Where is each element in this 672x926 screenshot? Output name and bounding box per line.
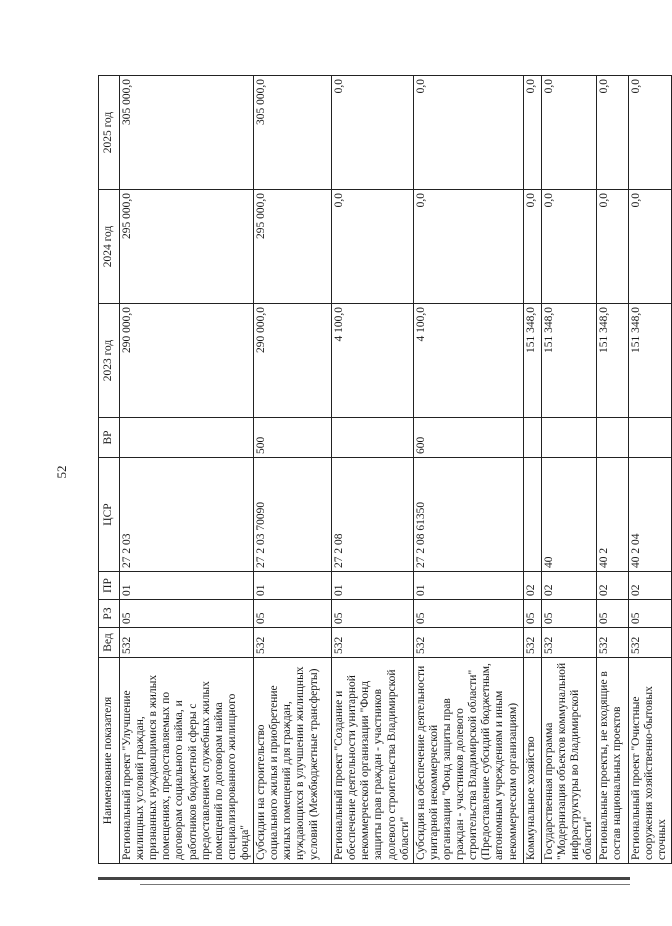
row-2024: 295 000,0 — [120, 190, 254, 304]
row-pr: 01 — [413, 572, 523, 600]
row-rz: 05 — [597, 600, 629, 628]
table-row — [523, 76, 541, 864]
row-ved: 532 — [629, 628, 671, 658]
budget-table — [98, 75, 672, 864]
row-2025: 0,0 — [413, 76, 523, 190]
row-2024: 0,0 — [332, 190, 414, 304]
rotated-page-content — [98, 76, 669, 864]
scan-edge-line-thin — [140, 884, 630, 885]
row-name: Региональный проект "Очистные сооружения хозяйственно-бытовых сточных — [629, 658, 671, 864]
table-header-row — [99, 76, 120, 864]
row-name: Региональный проект "Улучшение жилищных условий граждан, признанных нуждающимися в жилых помещениях, предоставляемых по договорам социального найма, и работников бюджетной сферы с предоставлением служебных жилых помещений по договорам найма специализированного жилищного фонда" — [120, 658, 254, 864]
header-2024: 2024 год — [99, 190, 120, 304]
row-2023: 290 000,0 — [254, 304, 332, 418]
row-ved: 532 — [332, 628, 414, 658]
row-csr: 27 2 08 61350 — [413, 458, 523, 572]
row-ved: 532 — [597, 628, 629, 658]
row-2023: 151 348,0 — [523, 304, 541, 418]
row-name: Коммунальное хозяйство — [523, 658, 541, 864]
row-pr: 02 — [523, 572, 541, 600]
row-rz: 05 — [523, 600, 541, 628]
page-number: 52 — [54, 465, 69, 479]
row-rz: 05 — [120, 600, 254, 628]
row-ved: 532 — [523, 628, 541, 658]
row-csr: 27 2 08 — [332, 458, 414, 572]
row-vr — [541, 418, 596, 458]
row-2023: 290 000,0 — [120, 304, 254, 418]
row-2024: 0,0 — [597, 190, 629, 304]
row-2025: 0,0 — [523, 76, 541, 190]
row-2025: 0,0 — [597, 76, 629, 190]
row-rz: 05 — [254, 600, 332, 628]
row-2025: 305 000,0 — [120, 76, 254, 190]
row-ved: 532 — [254, 628, 332, 658]
row-pr: 01 — [254, 572, 332, 600]
row-vr: 600 — [413, 418, 523, 458]
row-2023: 151 348,0 — [541, 304, 596, 418]
row-name: Региональные проекты, не входящие в состав национальных проектов — [597, 658, 629, 864]
row-2025: 0,0 — [541, 76, 596, 190]
row-2023: 4 100,0 — [332, 304, 414, 418]
row-pr: 02 — [541, 572, 596, 600]
row-csr — [523, 458, 541, 572]
row-2023: 4 100,0 — [413, 304, 523, 418]
row-2024: 0,0 — [629, 190, 671, 304]
table-row — [332, 76, 414, 864]
table-row — [629, 76, 671, 864]
header-csr: ЦСР — [99, 458, 120, 572]
row-2023: 151 348,0 — [597, 304, 629, 418]
table-row — [254, 76, 332, 864]
row-2024: 0,0 — [413, 190, 523, 304]
table-row — [541, 76, 596, 864]
row-rz: 05 — [541, 600, 596, 628]
row-pr: 01 — [120, 572, 254, 600]
row-2024: 295 000,0 — [254, 190, 332, 304]
header-2025: 2025 год — [99, 76, 120, 190]
row-name: Региональный проект "Создание и обеспечение деятельности унитарной некоммерческой организации "Фонд защиты прав граждан - участников долевого строительства Владимирской области" — [332, 658, 414, 864]
table-row — [597, 76, 629, 864]
header-vr: ВР — [99, 418, 120, 458]
header-ved: Вед — [99, 628, 120, 658]
row-vr — [332, 418, 414, 458]
row-2025: 0,0 — [332, 76, 414, 190]
row-csr: 27 2 03 70090 — [254, 458, 332, 572]
row-vr — [120, 418, 254, 458]
row-2025: 305 000,0 — [254, 76, 332, 190]
row-csr: 40 — [541, 458, 596, 572]
header-rz: РЗ — [99, 600, 120, 628]
row-ved: 532 — [120, 628, 254, 658]
row-rz: 05 — [413, 600, 523, 628]
row-2025: 0,0 — [629, 76, 671, 190]
row-pr: 01 — [332, 572, 414, 600]
row-pr: 02 — [629, 572, 671, 600]
row-ved: 532 — [541, 628, 596, 658]
row-vr: 500 — [254, 418, 332, 458]
row-name: Субсидии на строительство социального жилья и приобретение жилых помещений для граждан, нуждающихся в улучшении жилищных условий (Межбюджетные трансферты) — [254, 658, 332, 864]
table-row — [413, 76, 523, 864]
row-ved: 532 — [413, 628, 523, 658]
row-csr: 27 2 03 — [120, 458, 254, 572]
row-2024: 0,0 — [541, 190, 596, 304]
row-vr — [629, 418, 671, 458]
row-vr — [523, 418, 541, 458]
scan-edge-line — [98, 877, 630, 880]
row-csr: 40 2 — [597, 458, 629, 572]
row-2023: 151 348,0 — [629, 304, 671, 418]
row-rz: 05 — [332, 600, 414, 628]
row-name: Субсидия на обеспечение деятельности унитарной некоммерческой организации "Фонд защиты прав граждан - участников долевого строительства Владимирской области" (Предоставление субсидий бюджетным, автономным учреждениям и иным некоммерческим организациям) — [413, 658, 523, 864]
row-pr: 02 — [597, 572, 629, 600]
row-2024: 0,0 — [523, 190, 541, 304]
row-name: Государственная программа "Модернизация объектов коммунальной инфраструктуры во Владимирской области" — [541, 658, 596, 864]
header-pr: ПР — [99, 572, 120, 600]
header-2023: 2023 год — [99, 304, 120, 418]
row-vr — [597, 418, 629, 458]
header-name: Наименование показателя — [99, 658, 120, 864]
table-row — [120, 76, 254, 864]
row-csr: 40 2 04 — [629, 458, 671, 572]
row-rz: 05 — [629, 600, 671, 628]
